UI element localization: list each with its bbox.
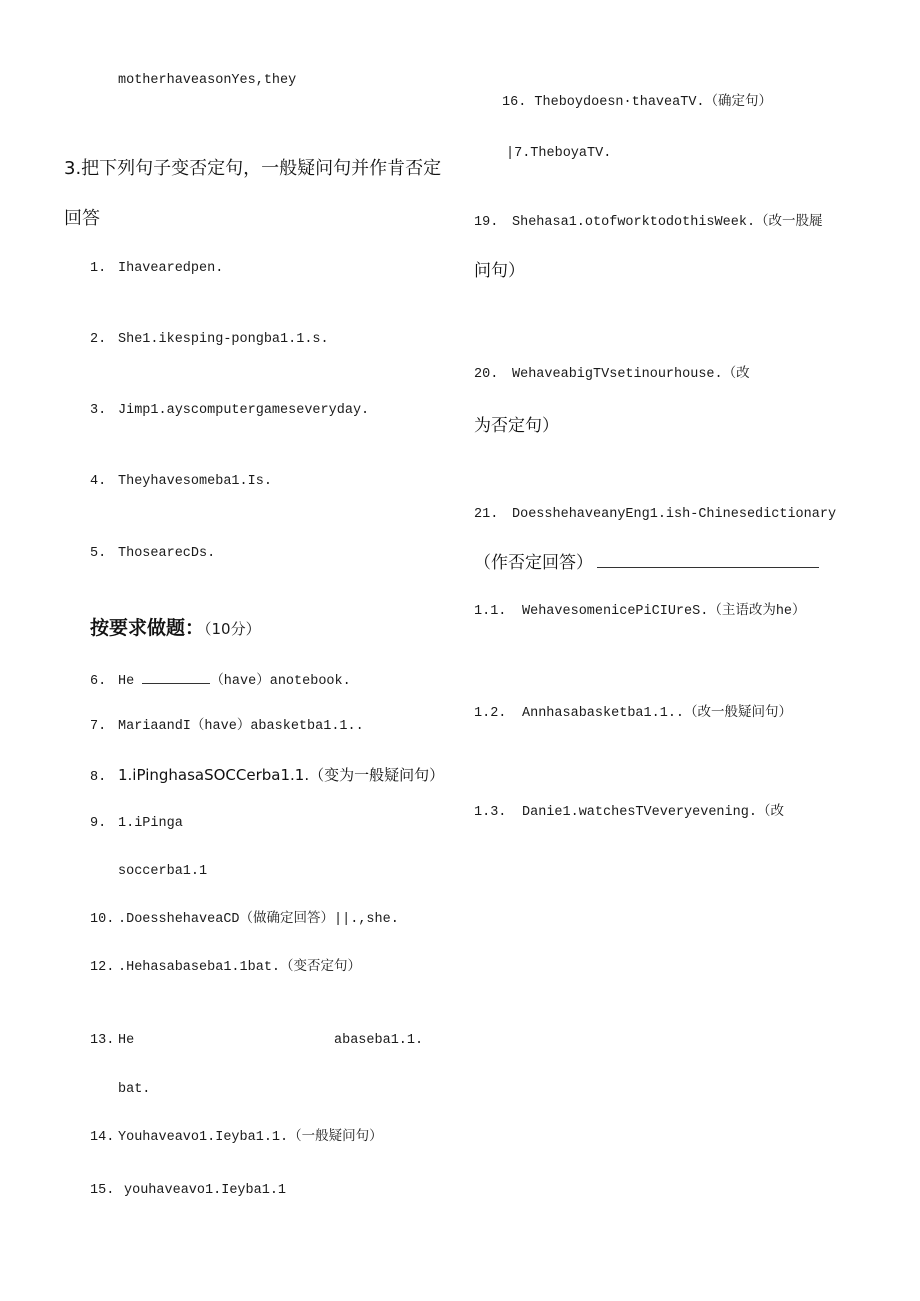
item-text: Theyhavesomeba1.Is. [118, 474, 272, 489]
question-19-cont: 问句） [474, 261, 525, 281]
q21-text: DoesshehaveanyEng1.ish-Chinesedictionary [512, 507, 837, 522]
intro-line: motherhaveasonYes,they [118, 73, 297, 88]
item-text: Jimp1.ayscomputergameseveryday. [118, 403, 370, 418]
item-text: ThosearecDs. [118, 546, 216, 561]
q6-rest: （have）anotebook. [210, 674, 351, 689]
q9-number: 9. [90, 816, 107, 831]
q14-text: Youhaveavo1.Ieyba1.1.（一般疑问句） [118, 1130, 383, 1145]
q13-number: 13. [90, 1033, 115, 1048]
q13r-number: 1.3. [474, 805, 507, 820]
q20-text: WehaveabigTVsetinourhouse.（改 [512, 367, 750, 382]
question-1-1 [474, 603, 806, 621]
question-10 [90, 911, 399, 929]
question-13-cont: bat. [118, 1082, 151, 1097]
question-9 [90, 815, 183, 833]
q10-number: 10. [90, 912, 115, 927]
q10-text: .DoesshehaveaCD（做确定回答）||.,she. [118, 912, 399, 927]
list-item [90, 473, 272, 491]
q6-number: 6. [90, 674, 107, 689]
list-item [90, 331, 329, 349]
q20-number: 20. [474, 367, 499, 382]
question-13 [90, 1032, 134, 1050]
section4-header [90, 616, 261, 641]
question-20-cont: 为否定句） [474, 416, 559, 436]
item-text: She1.ikesping-pongba1.1.s. [118, 332, 329, 347]
section3-title-line1: 3.把下列句子变否定句，一般疑问句并作肯否定 [64, 158, 442, 179]
q7-number: 7. [90, 719, 107, 734]
question-13-object: abaseba1.1. [334, 1033, 424, 1048]
list-item [90, 402, 369, 420]
q8-text: 1.iPinghasaSOCCerba1.1.（变为一般疑问句） [118, 766, 445, 784]
question-20 [474, 366, 750, 384]
question-1-2 [474, 705, 792, 723]
question-7 [90, 718, 364, 736]
q11-number: 1.1. [474, 604, 507, 619]
q13r-text: Danie1.watchesTVeveryevening.（改 [522, 805, 784, 820]
answer-blank [142, 670, 210, 684]
question-1-3 [474, 804, 784, 822]
question-6 [90, 670, 351, 691]
question-21-cont [474, 552, 819, 574]
item-number: 4. [90, 474, 107, 489]
q7-text: MariaandI（have）abasketba1.1.. [118, 719, 364, 734]
q11-text: WehavesomenicePiCIUreS.（主语改为he） [522, 604, 806, 619]
question-17: |7.TheboyaTV. [506, 146, 612, 161]
q14-number: 14. [90, 1130, 115, 1145]
q13-subject: He [118, 1033, 135, 1048]
question-19 [474, 214, 823, 232]
item-number: 2. [90, 332, 107, 347]
q12r-number: 1.2. [474, 706, 507, 721]
question-12 [90, 959, 361, 977]
question-16: 16. Theboydoesn·thaveaTV.（确定句） [502, 95, 773, 110]
q15-text: youhaveavo1.Ieyba1.1 [124, 1183, 287, 1198]
item-number: 1. [90, 261, 107, 276]
q12-text: .Hehasabaseba1.1bat.（变否定句） [118, 960, 362, 975]
q19-text: Shehasa1.otofworktodothisWeek.（改一股屣 [512, 215, 823, 230]
section4-points: （10分） [204, 620, 261, 638]
q21-number: 21. [474, 507, 499, 522]
section3-title-line2: 回答 [64, 208, 100, 229]
question-15 [90, 1182, 286, 1200]
q8-number: 8. [90, 770, 107, 785]
question-21 [474, 506, 836, 524]
item-number: 3. [90, 403, 107, 418]
section4-title: 按要求做题： [90, 617, 205, 639]
q6-subject: He [118, 674, 135, 689]
q12-number: 12. [90, 960, 115, 975]
q19-number: 19. [474, 215, 499, 230]
list-item [90, 545, 215, 563]
q12r-text: Annhasabasketba1.1..（改一般疑问句） [522, 706, 793, 721]
q9-text: 1.iPinga [118, 816, 183, 831]
answer-blank [597, 552, 819, 568]
list-item [90, 260, 223, 278]
question-14 [90, 1129, 383, 1147]
q15-number: 15. [90, 1183, 115, 1198]
item-text: Ihavearedpen. [118, 261, 224, 276]
q21-instruction: （作否定回答） [474, 553, 593, 573]
item-number: 5. [90, 546, 107, 561]
question-9-cont: soccerba1.1 [118, 864, 208, 879]
question-8 [90, 764, 444, 789]
